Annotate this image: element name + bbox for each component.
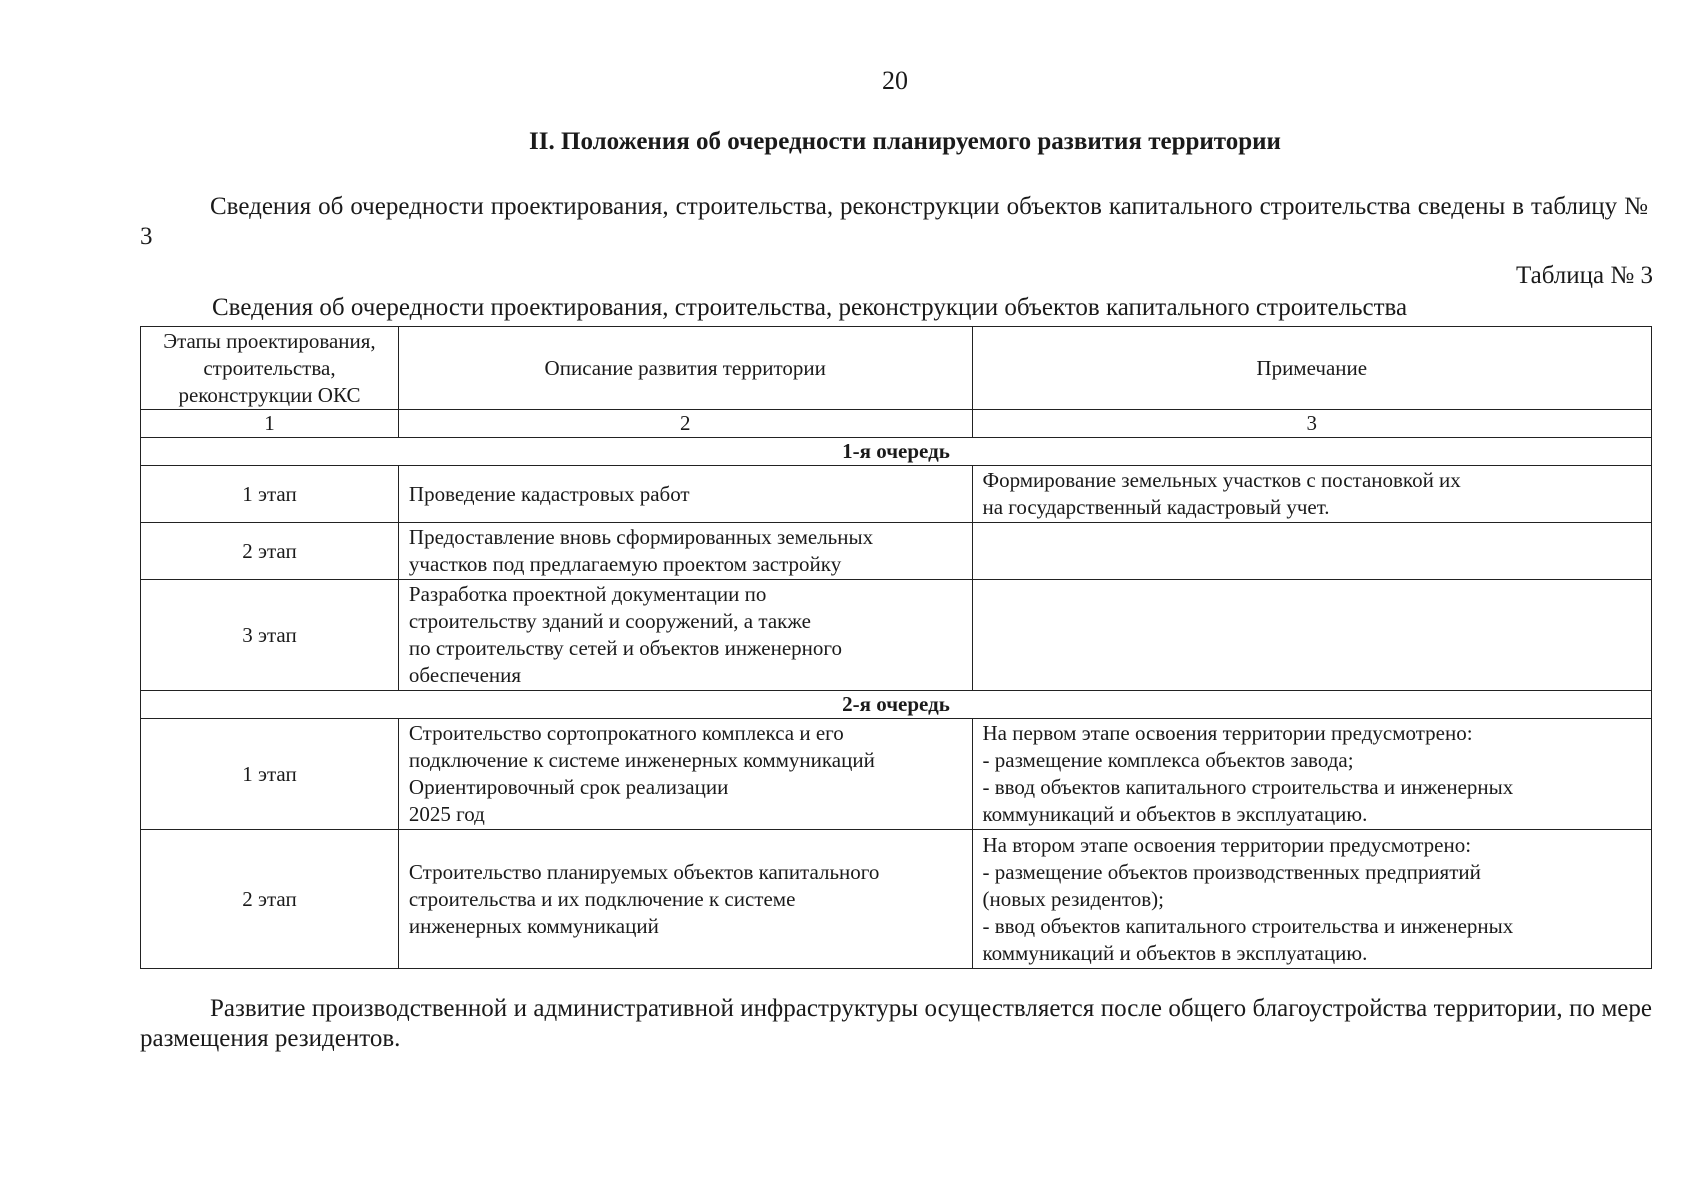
stage-cell: 2 этап (141, 830, 399, 969)
column-number: 1 (141, 410, 399, 438)
stage-cell: 2 этап (141, 523, 399, 580)
note-cell: Формирование земельных участков с постановкой их на государственный кадастровый учет. (972, 466, 1652, 523)
stage-cell: 3 этап (141, 580, 399, 691)
table-header-row (141, 327, 1652, 410)
closing-paragraph: Развитие производственной и административной инфраструктуры осуществляется после общего благоустройства территории, по мере размещения резидентов. (140, 995, 1652, 1052)
queue-row-1 (141, 438, 1652, 466)
column-number: 3 (972, 410, 1652, 438)
queue-row-2 (141, 691, 1652, 719)
description-cell: Разработка проектной документации по строительству зданий и сооружений, а также по строительству сетей и объектов инженерного обеспечения (398, 580, 972, 691)
table-row (141, 830, 1652, 969)
table-row (141, 580, 1652, 691)
table-row (141, 719, 1652, 830)
stage-cell: 1 этап (141, 719, 399, 830)
table-number: Таблица № 3 (1515, 262, 1653, 289)
description-cell: Строительство сортопрокатного комплекса и его подключение к системе инженерных коммуникаций Ориентировочный срок реализации 2025 год (398, 719, 972, 830)
table-caption: Сведения об очередности проектирования, строительства, реконструкции объектов капитального строительства (212, 294, 1408, 321)
description-cell: Предоставление вновь сформированных земельных участков под предлагаемую проектом застройку (398, 523, 972, 580)
description-cell: Строительство планируемых объектов капитального строительства и их подключение к системе инженерных коммуникаций (398, 830, 972, 969)
note-cell: На втором этапе освоения территории предусмотрено: - размещение объектов производственных предприятий (новых резидентов); - ввод объектов капитального строительства и инженерных коммуникаций и объектов в эксплуатацию. (972, 830, 1652, 969)
intro-paragraph: Сведения об очередности проектирования, строительства, реконструкции объектов капитального строительства сведены в таблицу № 3 (140, 193, 1648, 250)
header-description: Описание развития территории (398, 327, 972, 410)
queue-title: 1-я очередь (141, 438, 1652, 466)
header-note: Примечание (972, 327, 1652, 410)
note-cell: На первом этапе освоения территории предусмотрено: - размещение комплекса объектов завода; - ввод объектов капитального строительства и инженерных коммуникаций и объектов в эксплуатацию. (972, 719, 1652, 830)
queue-title: 2-я очередь (141, 691, 1652, 719)
stage-cell: 1 этап (141, 466, 399, 523)
note-cell (972, 580, 1652, 691)
table-row (141, 466, 1652, 523)
column-number: 2 (398, 410, 972, 438)
section-heading: II. Положения об очередности планируемого развития территории (529, 128, 1281, 155)
description-cell: Проведение кадастровых работ (398, 466, 972, 523)
stages-table (140, 326, 1652, 969)
header-stages: Этапы проектирования, строительства, реконструкции ОКС (141, 327, 399, 410)
table-row (141, 523, 1652, 580)
page-number: 20 (882, 66, 908, 95)
column-number-row (141, 410, 1652, 438)
note-cell (972, 523, 1652, 580)
